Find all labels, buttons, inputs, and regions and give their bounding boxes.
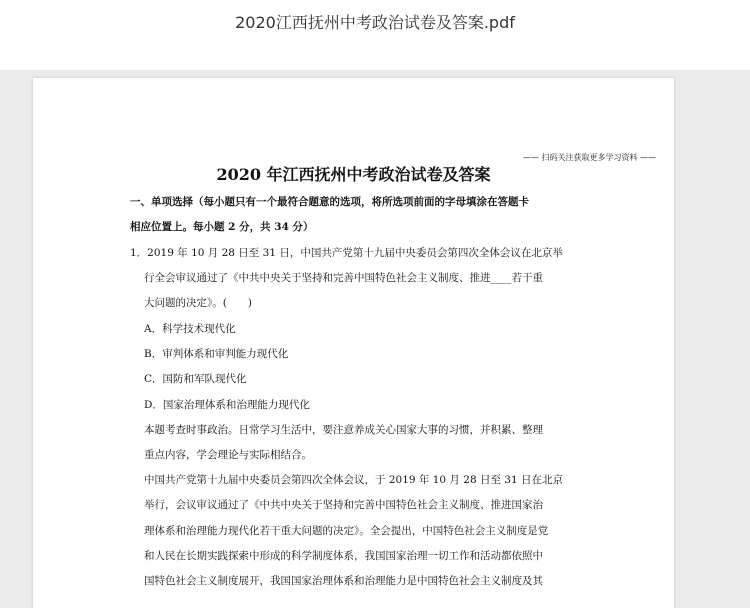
viewer-top-bar xyxy=(0,0,750,70)
analysis-line-5: 理体系和治理能力现代化若干重大问题的决定》。全会提出，中国特色社会主义制度是党 xyxy=(144,525,549,537)
option-d: D．国家治理体系和治理能力现代化 xyxy=(144,399,310,411)
section-heading-line-2: 相应位置上。每小题 2 分，共 34 分） xyxy=(130,221,314,233)
question-stem-line-1: 1．2019 年 10 月 28 日至 31 日，中国共产党第十九届中央委员会第四次全体会议在北京举 xyxy=(130,247,563,259)
analysis-line-2: 重点内容，学会理论与实际相结合。 xyxy=(144,449,312,461)
option-b: B．审判体系和审判能力现代化 xyxy=(144,348,289,360)
question-stem-line-2: 行全会审议通过了《中共中央关于坚持和完善中国特色社会主义制度、推进____若干重 xyxy=(144,272,543,284)
document-title: 2020 年江西抚州中考政治试卷及答案 xyxy=(216,165,491,184)
option-c: C．国防和军队现代化 xyxy=(144,373,247,385)
option-a: A．科学技术现代化 xyxy=(144,323,236,335)
question-stem-line-3: 大问题的决定》。( ) xyxy=(144,297,252,309)
section-heading-line-1: 一、单项选择（每小题只有一个最符合题意的选项，将所选项前面的字母填涂在答题卡 xyxy=(130,196,529,208)
analysis-line-4: 举行，会议审议通过了《中共中央关于坚持和完善中国特色社会主义制度、推进国家治 xyxy=(144,499,543,511)
analysis-line-1: 本题考查时事政治。日常学习生活中，要注意养成关心国家大事的习惯，并积累、整理 xyxy=(144,424,543,436)
analysis-line-3: 中国共产党第十九届中央委员会第四次全体会议，于 2019 年 10 月 28 日至 31 日在北京 xyxy=(144,474,564,486)
analysis-line-6: 和人民在长期实践探索中形成的科学制度体系，我国国家治理一切工作和活动都依照中 xyxy=(144,550,543,562)
file-title: 2020江西抚州中考政治试卷及答案.pdf xyxy=(235,13,515,32)
page-header-note: —— 扫码关注获取更多学习资料 —— xyxy=(522,153,656,162)
analysis-line-7: 国特色社会主义制度展开，我国国家治理体系和治理能力是中国特色社会主义制度及其 xyxy=(144,575,543,587)
pdf-page xyxy=(33,78,674,608)
